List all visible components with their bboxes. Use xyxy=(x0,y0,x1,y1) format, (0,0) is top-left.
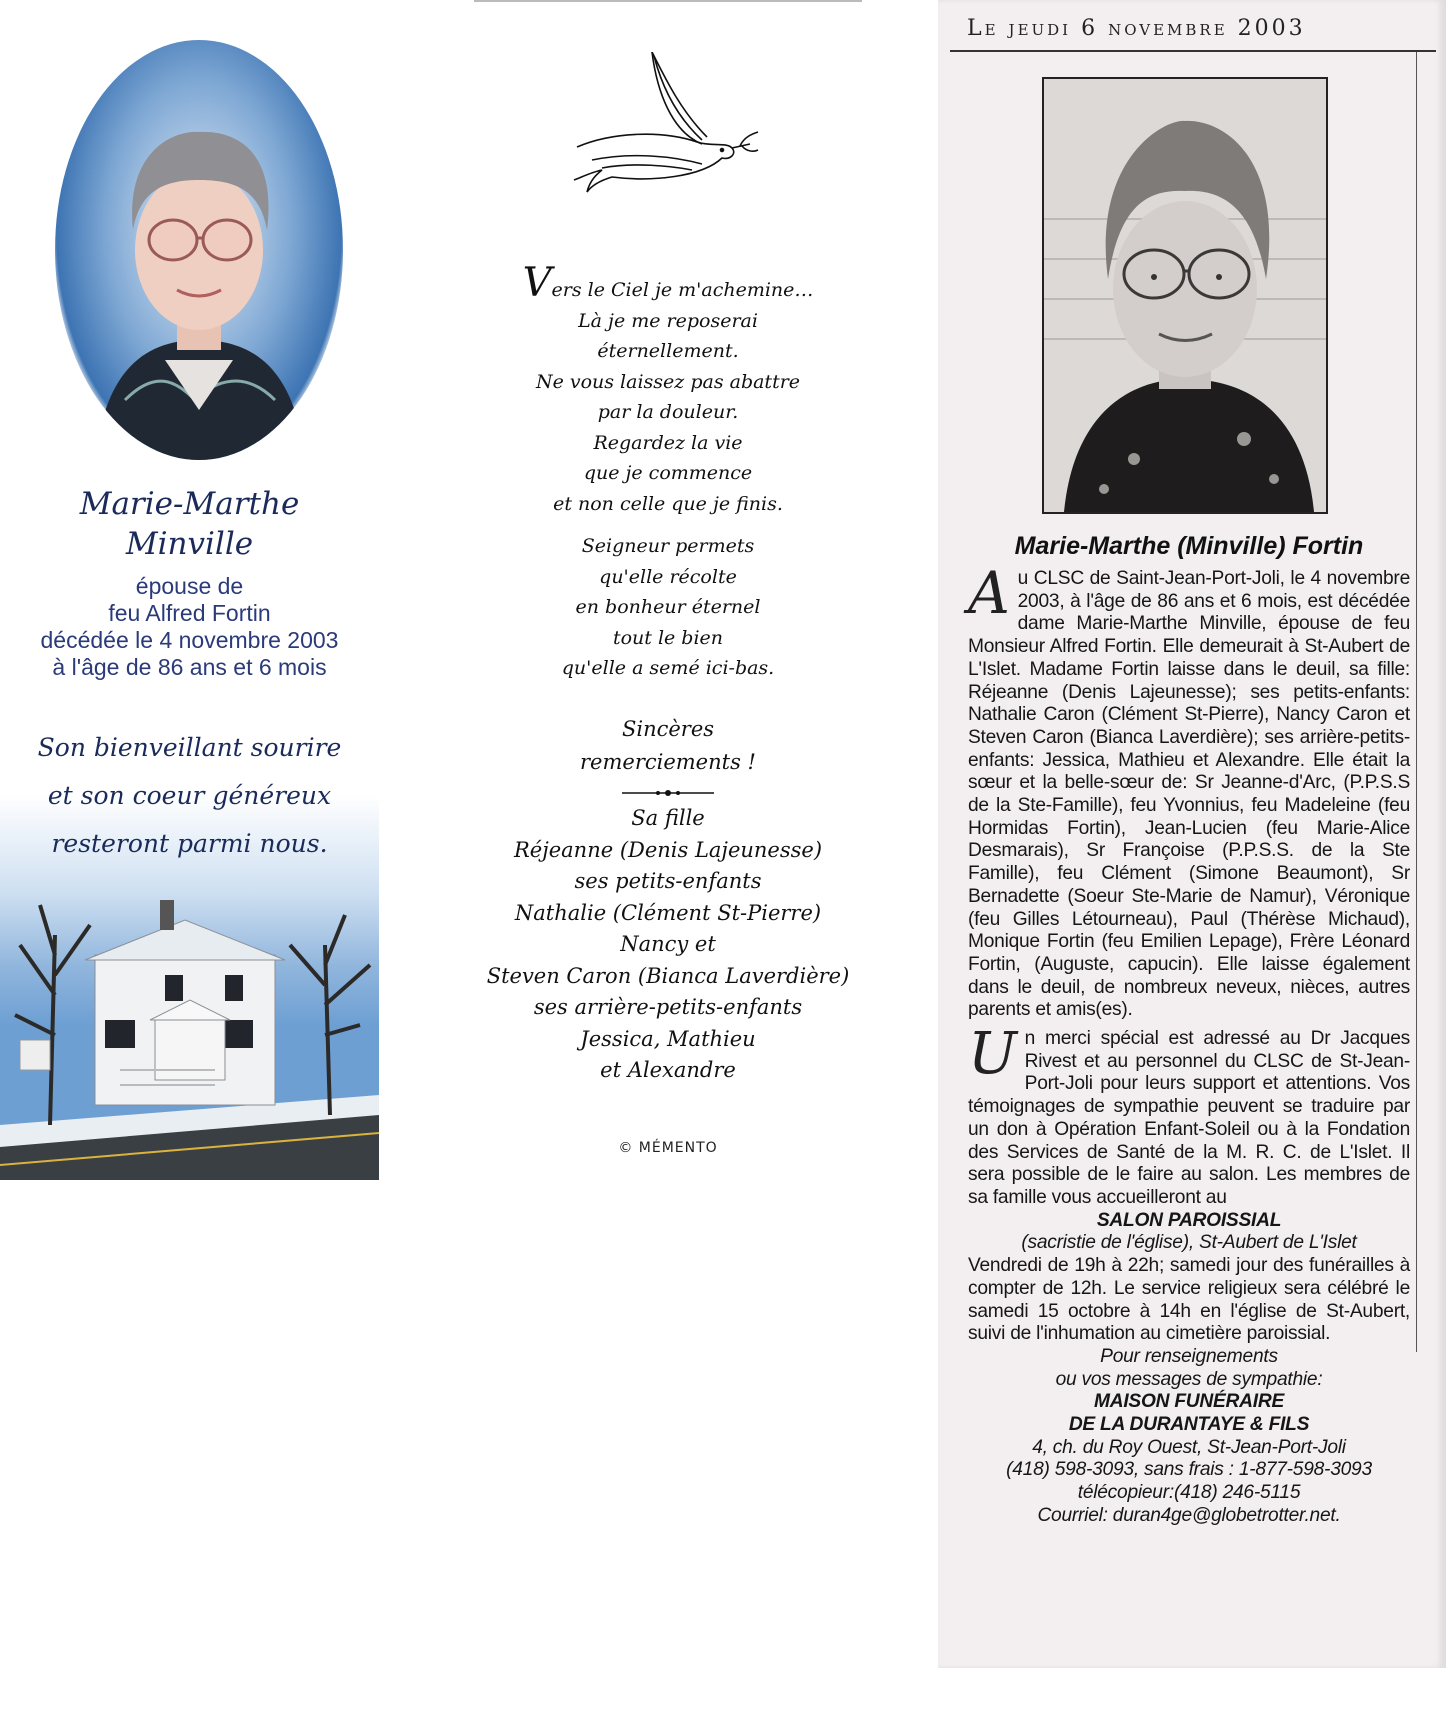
portrait-photo xyxy=(55,40,343,460)
deceased-name-first: Marie-Marthe xyxy=(79,486,300,522)
thanks-line: Sincères xyxy=(621,717,715,741)
verse xyxy=(0,724,379,868)
family-line: ses petits-enfants xyxy=(574,869,762,893)
poem-line: Ne vous laissez pas abattre xyxy=(535,370,801,393)
deceased-details xyxy=(0,573,379,681)
info-line: Pour renseignements xyxy=(1100,1345,1278,1367)
drop-cap: A xyxy=(968,559,1010,627)
funeral-home-address: 4, ch. du Roy Ouest, St-Jean-Port-Joli xyxy=(1032,1436,1346,1458)
publication-date: Le jeudi 6 novembre 2003 xyxy=(967,16,1306,41)
family-line: Sa fille xyxy=(631,806,705,830)
salon-place: (sacristie de l'église), St-Aubert de L'Islet xyxy=(1021,1232,1357,1254)
ornament-divider xyxy=(622,789,714,797)
poem-line: par la douleur. xyxy=(597,401,739,423)
memorial-card-front xyxy=(0,0,379,1180)
info-line: à l'âge de 86 ans et 6 mois xyxy=(52,654,327,680)
paragraph-announcement xyxy=(968,559,1410,1022)
thanks xyxy=(474,713,862,779)
prayer-line: qu'elle a semé ici-bas. xyxy=(561,657,775,679)
prayer xyxy=(474,531,862,684)
deceased-name-maiden: Minville xyxy=(125,526,254,562)
family-list xyxy=(474,803,862,1087)
funeral-home-email: Courriel: duran4ge@globetrotter.net. xyxy=(1037,1504,1341,1526)
thanks-text: n merci spécial est adressé au Dr Jacques Rivest et au personnel du CLSC de St-Jean-Port-Joli pour leurs support et attentions. Vos témoignages de sympathie peuvent se traduire par un don à Opération Enfant-Soleil ou à la Fondation des Services de Santé de la M. R. C. de L'Islet. Il sera possible de le faire au salon. Les membres de sa famille vous accueilleront au xyxy=(968,1028,1410,1208)
funeral-home-name: DE LA DURANTAYE & FILS xyxy=(1068,1414,1310,1436)
info-line: feu Alfred Fortin xyxy=(108,600,271,626)
poem-line: et non celle que je finis. xyxy=(553,492,783,515)
newspaper-clipping xyxy=(938,0,1446,1668)
info-line: décédée le 4 novembre 2003 xyxy=(40,627,339,653)
announcement-text: u CLSC de Saint-Jean-Port-Joli, le 4 novembre 2003, à l'âge de 86 ans et 6 mois, est décédée dame Marie-Marthe Minville, épouse de feu Monsieur Alfred Fortin. Elle demeurait à St-Aubert de L'Islet. Madame Fortin laisse dans le deuil, sa fille: Réjeanne (Denis Lajeunesse); ses petits-enfants: Nathalie Caron (Clément St-Pierre), Nancy Caron et Steven Caron (Bianca Laverdière); ses arrière-petits-enfants: Jessica, Mathieu et Alexandre. Elle était la sœur et la belle-sœur de: Sr Jeanne-d'Arc, (P.P.S.S de la Ste-Famille), feu Yvonnius, feu Madeleine (feu Hormidas Fortin), Jean-Lucien (feu Marie-Alice Desmarais), Sr Françoise (P.P.S.S. de la Ste Famille), feu Clément (Simone Beaumont), Sr Bernadette (Soeur Ste-Marie de Namur), Véronique (feu Gilles Létourneau), Paul (Thérèse Michaud), Monique Fortin (feu Emilien Lepage), Frère Léonard Fortin, (Auguste, capucin). Elle laisse également dans le deuil, de nombreux neveux, nièces, autres parents et amis(es). xyxy=(968,568,1410,1021)
thanks-line: remerciements ! xyxy=(580,750,756,774)
family-line: Nathalie (Clément St-Pierre) xyxy=(514,900,822,925)
funeral-home-fax: télécopieur:(418) 246-5115 xyxy=(1077,1482,1301,1504)
poem-line: Là je me reposerai xyxy=(578,309,758,332)
prayer-line: qu'elle récolte xyxy=(599,565,737,588)
schedule-text: Vendredi de 19h à 22h; samedi jour des funérailles à compter de 12h. Le service religieux sera célébré le samedi 15 octobre à 14h en l'église de St-Aubert, suivi de l'inhumation au cimetière paroissial. xyxy=(968,1255,1410,1345)
info-line: ou vos messages de sympathie: xyxy=(1055,1368,1323,1390)
memorial-card-back xyxy=(474,0,862,1195)
obituary-name: Marie-Marthe (Minville) Fortin xyxy=(1014,532,1364,560)
obituary-photo xyxy=(1042,77,1328,514)
publisher-credit: © MÉMENTO xyxy=(618,1140,718,1156)
salon-name: SALON PAROISSIAL xyxy=(1096,1209,1282,1231)
prayer-line: Seigneur permets xyxy=(581,535,755,557)
family-line: Nancy et xyxy=(620,932,716,956)
verse-line: resteront parmi nous. xyxy=(51,829,328,858)
poem-line: que je commence xyxy=(583,462,753,484)
obituary-text xyxy=(968,559,1410,1528)
paragraph-thanks xyxy=(968,1019,1410,1210)
poem-initial: V xyxy=(522,260,552,306)
family-line: et Alexandre xyxy=(600,1058,736,1082)
drop-cap: U xyxy=(968,1019,1017,1088)
family-line: Réjeanne (Denis Lajeunesse) xyxy=(513,837,823,862)
verse-line: et son coeur généreux xyxy=(47,781,332,810)
poem-line: éternellement. xyxy=(597,340,739,362)
poem-line: Regardez la vie xyxy=(593,431,743,454)
family-line: Jessica, Mathieu xyxy=(580,1026,756,1051)
poem xyxy=(474,260,862,519)
funeral-home-phone: (418) 598-3093, sans frais : 1-877-598-3093 xyxy=(1006,1459,1372,1481)
dove-icon xyxy=(572,52,762,202)
poem-line: ers le Ciel je m'achemine… xyxy=(551,279,814,301)
prayer-line: tout le bien xyxy=(612,626,724,649)
header-rule xyxy=(950,50,1436,52)
family-line: Steven Caron (Bianca Laverdière) xyxy=(486,963,850,988)
funeral-home-name: MAISON FUNÉRAIRE xyxy=(1093,1391,1284,1413)
card-top-edge xyxy=(474,0,862,2)
family-line: ses arrière-petits-enfants xyxy=(533,995,803,1019)
column-rule xyxy=(1416,52,1417,1352)
verse-line: Son bienveillant sourire xyxy=(37,733,342,762)
prayer-line: en bonheur éternel xyxy=(575,596,761,618)
info-line: épouse de xyxy=(135,573,244,599)
poem-line-first xyxy=(474,260,862,306)
